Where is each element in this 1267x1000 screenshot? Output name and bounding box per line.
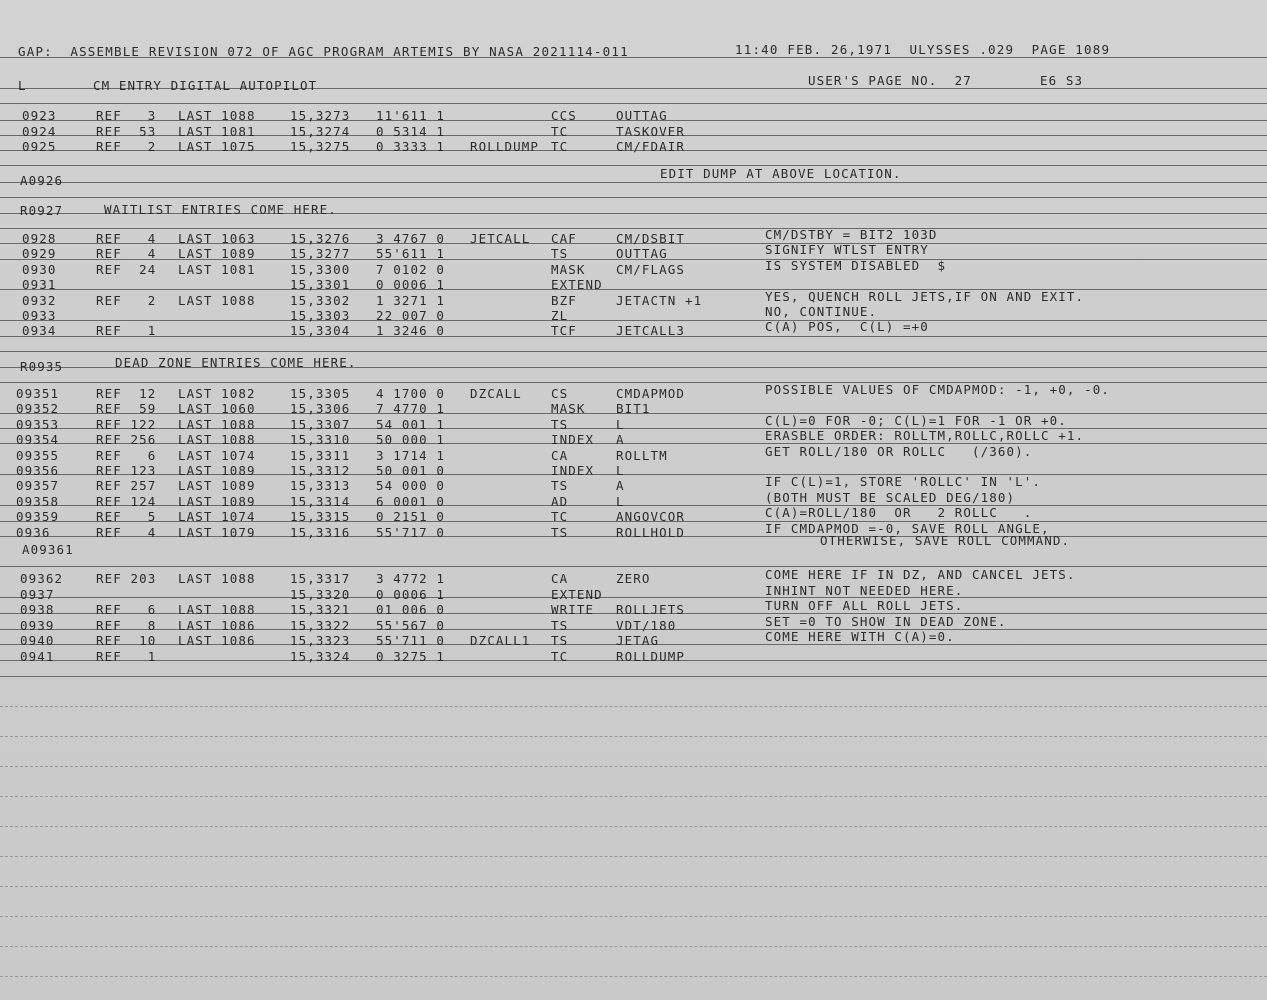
section-title: CM ENTRY DIGITAL AUTOPILOT [93,78,318,93]
cell-word: 3 1714 1 [376,447,446,463]
cell-addr: 15,3320 [290,586,351,602]
cell-comment: COME HERE IF IN DZ, AND CANCEL JETS. [765,567,1076,582]
cell-operand: JETCALL3 [616,323,686,339]
cell-addr: 15,3323 [290,633,351,648]
cell-last: LAST 1081 [178,123,256,139]
cell-last: LAST 1088 [178,571,256,586]
cell-line: 0936 [16,524,51,540]
cell-line: 0929 [22,246,57,262]
cell-operand: ZERO [616,571,651,586]
cell-last: LAST 1089 [178,463,256,478]
user-page-number: USER'S PAGE NO. 27 [808,73,972,88]
cell-ref: REF 6 [96,447,157,463]
cell-last: LAST 1081 [178,261,256,277]
cell-ref: REF 8 [96,617,157,633]
rule [0,676,1267,677]
cell-line: 0937 [20,586,55,602]
cell-operand: CM/FDAIR [616,139,686,154]
cell-addr: 15,3273 [290,108,351,123]
cell-word: 0 2151 0 [376,509,446,525]
cell-comment: C(A)=ROLL/180 OR 2 ROLLC . [765,505,1033,521]
cell-last: LAST 1074 [178,447,256,463]
section-code: E6 S3 [1040,73,1084,88]
cell-op: CA [551,571,569,586]
cell-ref: REF 122 [96,416,157,432]
cell-op: TS [551,478,569,494]
rule [0,886,1267,887]
section-marker: L [18,78,27,93]
cell-ref: REF 4 [96,231,157,246]
cell-comment: TURN OFF ALL ROLL JETS. [765,598,964,613]
listing-row [0,288,1267,308]
listing-row [0,613,1267,633]
listing-row [0,629,1267,648]
cell-ref: REF 5 [96,509,157,525]
rule [0,103,1267,104]
cell-word: 1 3271 1 [376,292,446,308]
cell-last: LAST 1063 [178,231,256,246]
cell-op: TS [551,617,569,633]
cell-ref: REF 24 [96,261,157,277]
cell-word: 54 001 1 [376,416,446,432]
cell-comment: C(L)=0 FOR -0; C(L)=1 FOR -1 OR +0. [765,412,1067,428]
cell-addr: 15,3302 [290,292,351,308]
comment: OTHERWISE, SAVE ROLL COMMAND. [820,533,1071,548]
line-number: A09361 [22,542,74,557]
rule [0,228,1267,229]
cell-op: AD [551,493,569,509]
listing-row [0,402,1267,416]
cell-comment: NO, CONTINUE. [765,304,878,319]
cell-line: 09356 [16,463,60,478]
cell-operand: CMDAPMOD [616,386,686,401]
rule [0,182,1267,183]
cell-word: 55'567 0 [376,617,446,633]
cell-operand: L [616,416,625,432]
cell-word: 11'611 1 [376,108,446,123]
cell-last: LAST 1086 [178,617,256,633]
cell-addr: 15,3310 [290,432,351,448]
cell-op: WRITE [551,602,595,617]
rule [0,736,1267,737]
cell-addr: 15,3301 [290,277,351,293]
listing-row [0,140,1267,154]
cell-label: DZCALL1 [470,633,531,648]
rule [0,351,1267,352]
cell-last: LAST 1088 [178,602,256,617]
cell-operand: A [616,432,625,448]
cell-last: LAST 1060 [178,401,256,417]
rule [0,796,1267,797]
cell-ref: REF 124 [96,493,157,509]
cell-comment: INHINT NOT NEEDED HERE. [765,582,964,598]
cell-word: 0 0006 1 [376,277,446,293]
cell-label: ROLLDUMP [470,139,540,154]
cell-word: 50 000 1 [376,432,446,448]
listing-row [0,474,1267,494]
cell-line: 0933 [22,308,57,323]
cell-ref: REF 4 [96,524,157,540]
cell-line: 0934 [22,323,57,339]
cell-op: TC [551,509,569,525]
cell-comment: SET =0 TO SHOW IN DEAD ZONE. [765,613,1007,629]
cell-last: LAST 1074 [178,509,256,525]
cell-operand: OUTTAG [616,246,668,262]
cell-word: 0 5314 1 [376,123,446,139]
cell-addr: 15,3277 [290,246,351,262]
cell-addr: 15,3322 [290,617,351,633]
cell-op: TC [551,123,569,139]
listing-row [0,382,1267,401]
cell-operand: TASKOVER [616,123,686,139]
cell-op: CS [551,386,569,401]
rule [0,826,1267,827]
cell-op: INDEX [551,432,595,448]
cell-comment: ERASBLE ORDER: ROLLTM,ROLLC,ROLLC +1. [765,428,1085,444]
cell-last: LAST 1086 [178,633,256,648]
cell-op: TS [551,246,569,262]
cell-ref: REF 203 [96,571,157,586]
listing-row [0,582,1267,602]
rule [0,197,1267,198]
cell-line: 09358 [16,493,60,509]
cell-comment: POSSIBLE VALUES OF CMDAPMOD: -1, +0, -0. [765,382,1111,397]
cell-comment: IS SYSTEM DISABLED $ [765,257,947,273]
cell-word: 0 3333 1 [376,139,446,154]
cell-ref: REF 53 [96,123,157,139]
cell-ref: REF 2 [96,139,157,154]
cell-op: TS [551,524,569,540]
cell-comment: IF CMDAPMOD =-0, SAVE ROLL ANGLE, [765,520,1050,536]
listing-row [0,227,1267,246]
cell-line: 0931 [22,277,57,293]
listing-row [0,428,1267,448]
cell-last: LAST 1082 [178,386,256,401]
cell-ref: REF 4 [96,246,157,262]
cell-ref: REF 10 [96,633,157,648]
cell-last: LAST 1089 [178,246,256,262]
cell-word: 55'711 0 [376,633,446,648]
cell-ref: REF 1 [96,323,157,339]
cell-word: 7 0102 0 [376,261,446,277]
rule [0,946,1267,947]
cell-ref: REF 12 [96,386,157,401]
cell-operand: CM/DSBIT [616,231,686,246]
cell-op: ZL [551,308,569,323]
listing-row [0,242,1267,262]
listing-row [0,109,1267,123]
listing-row [0,464,1267,478]
cell-last: LAST 1089 [178,478,256,494]
listing-row [0,443,1267,463]
cell-word: 22 007 0 [376,308,446,323]
cell-line: 0924 [22,123,57,139]
cell-operand: A [616,478,625,494]
cell-line: 0923 [22,108,57,123]
cell-addr: 15,3315 [290,509,351,525]
cell-line: 09359 [16,509,60,525]
cell-word: 55'611 1 [376,246,446,262]
comment: WAITLIST ENTRIES COME HERE. [104,202,337,217]
cell-operand: CM/FLAGS [616,261,686,277]
cell-operand: OUTTAG [616,108,668,123]
cell-ref: REF 257 [96,478,157,494]
cell-op: MASK [551,401,586,417]
header-left: GAP: ASSEMBLE REVISION 072 OF AGC PROGRAM ARTEMIS BY NASA 2021114-011 [18,44,629,59]
cell-operand: JETACTN +1 [616,292,703,308]
listing-row [0,319,1267,339]
cell-addr: 15,3324 [290,648,351,664]
listing-row [0,650,1267,664]
cell-op: TC [551,648,569,664]
cell-addr: 15,3311 [290,447,351,463]
cell-word: 3 4767 0 [376,231,446,246]
cell-ref: REF 3 [96,108,157,123]
rule [0,976,1267,977]
cell-addr: 15,3321 [290,602,351,617]
cell-op: EXTEND [551,277,603,293]
cell-last: LAST 1088 [178,416,256,432]
cell-last: LAST 1088 [178,432,256,448]
comment: DEAD ZONE ENTRIES COME HERE. [115,355,357,370]
cell-addr: 15,3305 [290,386,351,401]
cell-op: MASK [551,261,586,277]
cell-operand: L [616,493,625,509]
cell-op: TCF [551,323,577,339]
cell-comment: (BOTH MUST BE SCALED DEG/180) [765,489,1016,505]
cell-word: 55'717 0 [376,524,446,540]
cell-comment: GET ROLL/180 OR ROLLC (/360). [765,443,1033,459]
cell-addr: 15,3312 [290,463,351,478]
cell-word: 0 0006 1 [376,586,446,602]
cell-last: LAST 1088 [178,292,256,308]
cell-op: CA [551,447,569,463]
cell-line: 0928 [22,231,57,246]
cell-ref: REF 256 [96,432,157,448]
cell-line: 09362 [20,571,64,586]
cell-addr: 15,3316 [290,524,351,540]
cell-word: 3 4772 1 [376,571,446,586]
cell-comment: IF C(L)=1, STORE 'ROLLC' IN 'L'. [765,474,1042,490]
cell-line: 09351 [16,386,60,401]
rule [0,856,1267,857]
listing-row [0,505,1267,525]
line-number: A0926 [20,173,64,188]
header-right: 11:40 FEB. 26,1971 ULYSSES .029 PAGE 1089 [735,42,1111,57]
cell-addr: 15,3307 [290,416,351,432]
cell-addr: 15,3304 [290,323,351,339]
cell-operand: BIT1 [616,401,651,417]
cell-operand: VDT/180 [616,617,677,633]
cell-word: 6 0001 0 [376,493,446,509]
cell-line: 09353 [16,416,60,432]
rule [0,566,1267,567]
cell-line: 0925 [22,139,57,154]
cell-word: 0 3275 1 [376,648,446,664]
cell-operand: L [616,463,625,478]
cell-line: 0930 [22,261,57,277]
cell-addr: 15,3300 [290,261,351,277]
cell-line: 09354 [16,432,60,448]
cell-operand: ANGOVCOR [616,509,686,525]
cell-word: 7 4770 1 [376,401,446,417]
cell-ref: REF 123 [96,463,157,478]
cell-line: 0940 [20,633,55,648]
cell-line: 0941 [20,648,55,664]
rule [0,706,1267,707]
cell-last: LAST 1088 [178,108,256,123]
cell-addr: 15,3274 [290,123,351,139]
rule [0,165,1267,166]
listing-row [0,489,1267,509]
cell-line: 09355 [16,447,60,463]
cell-operand: JETAG [616,633,660,648]
cell-last: LAST 1075 [178,139,256,154]
cell-operand: ROLLTM [616,447,668,463]
cell-op: CCS [551,108,577,123]
cell-operand: ROLLJETS [616,602,686,617]
listing-row [0,257,1267,277]
cell-ref: REF 2 [96,292,157,308]
listing-row [0,520,1267,540]
cell-op: BZF [551,292,577,308]
cell-last: LAST 1079 [178,524,256,540]
cell-ref: REF 59 [96,401,157,417]
rule [0,766,1267,767]
cell-line: 0932 [22,292,57,308]
cell-op: EXTEND [551,586,603,602]
cell-word: 01 006 0 [376,602,446,617]
listing-row [0,304,1267,323]
listing-row [0,125,1267,139]
cell-op: TC [551,139,569,154]
cell-addr: 15,3275 [290,139,351,154]
cell-word: 1 3246 0 [376,323,446,339]
cell-word: 4 1700 0 [376,386,446,401]
cell-comment: SIGNIFY WTLST ENTRY [765,242,929,258]
cell-line: 09357 [16,478,60,494]
line-number: R0927 [20,203,64,218]
cell-comment: CM/DSTBY = BIT2 103D [765,227,938,242]
line-number: R0935 [20,359,64,374]
cell-comment: COME HERE WITH C(A)=0. [765,629,955,644]
cell-operand: ROLLDUMP [616,648,686,664]
comment: EDIT DUMP AT ABOVE LOCATION. [660,166,902,181]
cell-addr: 15,3317 [290,571,351,586]
cell-ref: REF 6 [96,602,157,617]
cell-addr: 15,3303 [290,308,351,323]
cell-label: DZCALL [470,386,522,401]
cell-line: 09352 [16,401,60,417]
listing-row [0,567,1267,586]
cell-comment: C(A) POS, C(L) =+0 [765,319,929,335]
cell-op: TS [551,633,569,648]
cell-op: TS [551,416,569,432]
cell-word: 50 001 0 [376,463,446,478]
cell-line: 0939 [20,617,55,633]
cell-line: 0938 [20,602,55,617]
cell-addr: 15,3314 [290,493,351,509]
cell-op: CAF [551,231,577,246]
cell-word: 54 000 0 [376,478,446,494]
listing-row [0,598,1267,617]
cell-operand: ROLLHOLD [616,524,686,540]
rule [0,916,1267,917]
cell-last: LAST 1089 [178,493,256,509]
cell-op: INDEX [551,463,595,478]
cell-addr: 15,3276 [290,231,351,246]
cell-comment: YES, QUENCH ROLL JETS,IF ON AND EXIT. [765,288,1085,304]
cell-addr: 15,3313 [290,478,351,494]
cell-addr: 15,3306 [290,401,351,417]
cell-label: JETCALL [470,231,531,246]
cell-ref: REF 1 [96,648,157,664]
